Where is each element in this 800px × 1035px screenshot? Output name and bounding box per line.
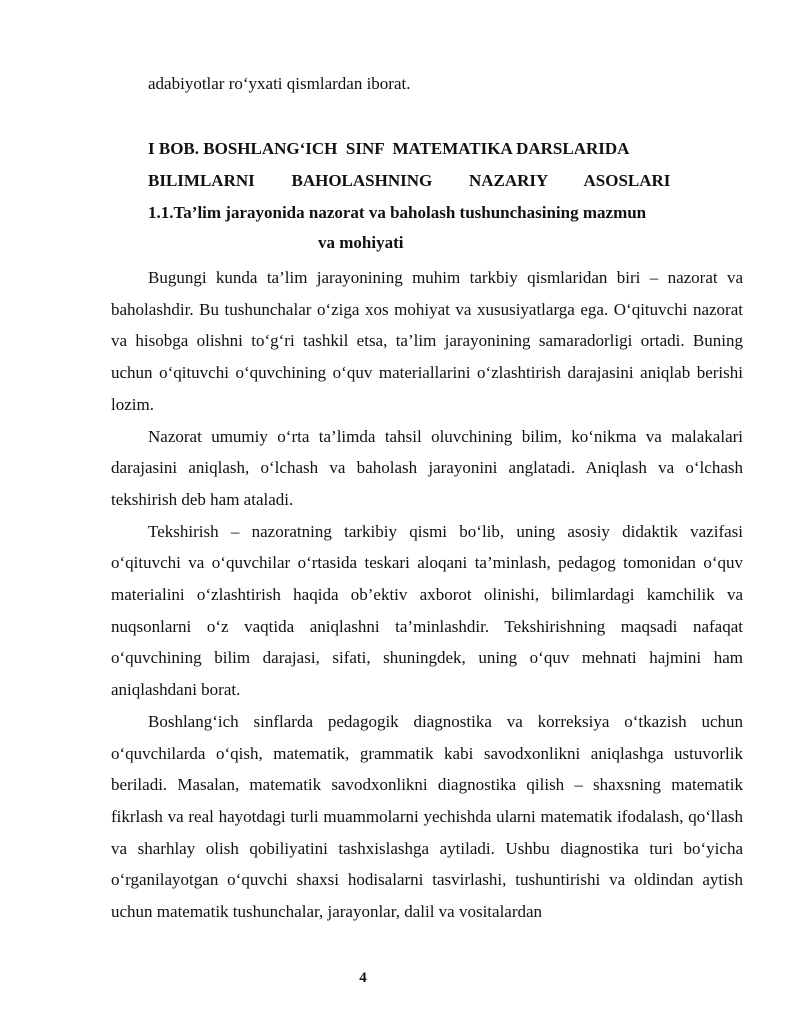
paragraph-4: Boshlang‘ich sinflarda pedagogik diagnostika va korreksiya o‘tkazish uchun o‘quvchilarda o‘qish, matematik, grammatik kabi savodxonlikni aniqlashga ustuvorlik beriladi. Masalan, matematik savodxonlikni diagnostika qilish – shaxsning matematik fikrlash va real hayotdagi turli muammolarni yechishda ularni matematik ifodalash, qo‘llash va sharhlay olish qobiliyatini tashxislashga aytiladi. Ushbu diagnostika turi bo‘yicha o‘rganilayotgan o‘quvchi shaxsi hodisalarni tasvirlashi, tushuntirishi va oldindan aytish uchun matematik tushunchalar, jarayonlar, dalil va vositalardan — [111, 711, 743, 922]
paragraph-1: Bugungi kunda ta’lim jarayonining muhim tarkbiy qismlaridan biri – nazorat va baholashdir. Bu tushunchalar o‘ziga xos mohiyat va xususiyatlarga ega. O‘qituvchi nazorat va hisobga olishni to‘g‘ri tashkil etsa, ta’lim jarayonining samaradorligi ortadi. Buning uchun o‘qituvchi o‘quvchining o‘quv materiallarini o‘zlashtirish darajasini aniqlab berishi lozim. — [111, 268, 743, 414]
paragraph-2: Nazorat umumiy o‘rta ta’limda tahsil oluvchining bilim, ko‘nikma va malakalari darajasini aniqlash, o‘lchash va baholash jarayonini anglatadi. Aniqlash va o‘lchash tekshirish deb ham ataladi. — [111, 426, 743, 509]
page-number: 4 — [359, 970, 367, 986]
paragraph-3: Tekshirish – nazoratning tarkibiy qismi bo‘lib, uning asosiy didaktik vazifasi o‘qituvchi va o‘quvchilar o‘rtasida teskari aloqani ta’minlash, pedagog tomonidan o‘quv materialini o‘zlashtirish haqida ob’ektiv axborot olinishi, bilimlardagi kamchilik va nuqsonlarni o‘z vaqtida aniqlashni ta’minlashdir. Tekshirishning maqsadi nafaqat o‘quvchining bilim darajasi, sifati, shuningdek, uning o‘quv mehnati hajmini ham aniqlashdani borat. — [111, 521, 743, 700]
body-text — [111, 262, 743, 928]
section-title-line-1: 1.1.Ta’lim jarayonida nazorat va baholash tushunchasining mazmun — [148, 203, 647, 222]
intro-line: adabiyotlar ro‘yxati qismlardan iborat. — [148, 74, 411, 93]
chapter-title-line-2: BILIMLARNI BAHOLASHNING NAZARIY ASOSLARI — [148, 171, 671, 190]
chapter-title-line-1: I BOB. BOSHLANG‘ICH SINF MATEMATIKA DARSLARIDA — [148, 139, 630, 158]
section-title-line-2: va mohiyati — [318, 233, 404, 252]
